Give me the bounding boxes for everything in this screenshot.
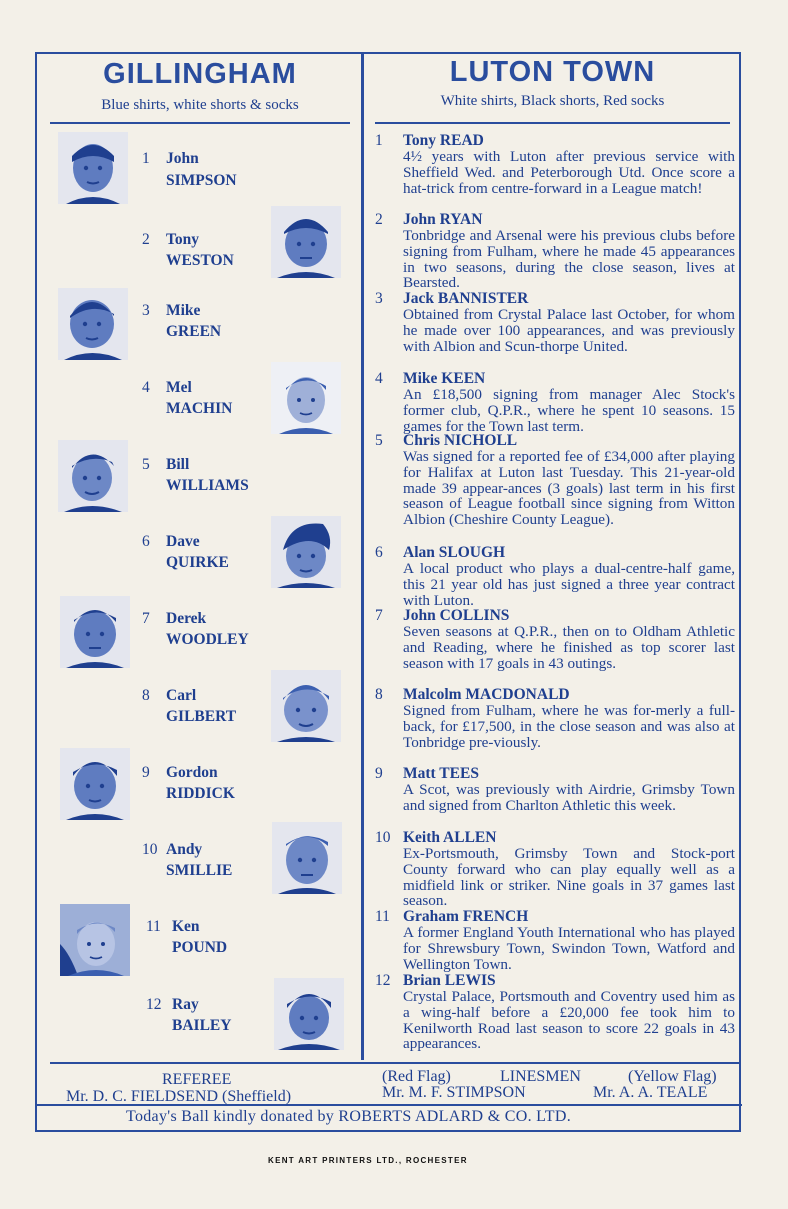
- player-photo: [58, 288, 128, 360]
- player-name: Brian LEWIS: [403, 972, 496, 989]
- player-number: 4: [375, 370, 383, 387]
- player-first-name: Mike: [166, 302, 201, 319]
- player-first-name: Dave: [166, 533, 200, 550]
- referee-label: REFEREE: [162, 1071, 232, 1088]
- player-name: Matt TEES: [403, 765, 479, 782]
- left-team-colours: Blue shirts, white shorts & socks: [101, 97, 299, 113]
- player-number: 2: [142, 231, 150, 248]
- player-first-name: Gordon: [166, 764, 218, 781]
- linesman-1-name: Mr. M. F. STIMPSON: [382, 1084, 526, 1101]
- player-photo: [271, 206, 341, 278]
- player-bio: An £18,500 signing from manager Alec Stock's former club, Q.P.R., where he spent 10 seasons. 15 games for the Town last term.: [403, 386, 735, 435]
- player-last-name: SMILLIE: [166, 862, 233, 879]
- player-name: Tony READ: [403, 132, 484, 149]
- player-number: 7: [375, 607, 383, 624]
- player-photo: [58, 132, 128, 204]
- player-name: Keith ALLEN: [403, 829, 497, 846]
- red-flag-label: (Red Flag): [382, 1068, 451, 1085]
- linesman-2-name: Mr. A. A. TEALE: [593, 1084, 708, 1101]
- player-photo: [272, 822, 342, 894]
- player-number: 3: [375, 290, 383, 307]
- player-number: 9: [142, 764, 150, 781]
- linesmen-label: LINESMEN: [500, 1068, 581, 1085]
- player-name: Malcolm MACDONALD: [403, 686, 570, 703]
- player-photo: [60, 904, 130, 976]
- printer-credit: KENT ART PRINTERS LTD., ROCHESTER: [268, 1156, 468, 1165]
- player-first-name: Mel: [166, 379, 192, 396]
- player-number: 9: [375, 765, 383, 782]
- player-last-name: SIMPSON: [166, 172, 237, 189]
- player-number: 3: [142, 302, 150, 319]
- player-first-name: Derek: [166, 610, 207, 627]
- player-name: John COLLINS: [403, 607, 510, 624]
- player-name: Alan SLOUGH: [403, 544, 506, 561]
- player-last-name: MACHIN: [166, 400, 233, 417]
- player-number: 7: [142, 610, 150, 627]
- player-name: Jack BANNISTER: [403, 290, 529, 307]
- player-photo: [271, 670, 341, 742]
- player-number: 10: [375, 829, 391, 846]
- player-last-name: BAILEY: [172, 1017, 232, 1034]
- player-number: 12: [375, 972, 391, 989]
- player-bio: 4½ years with Luton after previous service with Sheffield Wed. and Peterborough Utd. Once score a hat-trick from centre-forward in a League match!: [403, 148, 735, 197]
- player-bio: A Scot, was previously with Airdrie, Grimsby Town and signed from Charlton Athletic this week.: [403, 781, 735, 814]
- player-number: 6: [375, 544, 383, 561]
- player-number: 2: [375, 211, 383, 228]
- player-last-name: RIDDICK: [166, 785, 235, 802]
- player-first-name: John: [166, 150, 199, 167]
- player-last-name: POUND: [172, 939, 228, 956]
- player-photo: [60, 748, 130, 820]
- player-first-name: Ken: [172, 918, 200, 935]
- player-photo: [58, 440, 128, 512]
- player-number: 5: [142, 456, 150, 473]
- player-first-name: Ray: [172, 996, 199, 1013]
- right-team-colours: White shirts, Black shorts, Red socks: [440, 93, 665, 109]
- player-bio: Seven seasons at Q.P.R., then on to Oldham Athletic and Reading, where he finished as top scorer last season with 17 goals in 43 outings.: [403, 623, 735, 672]
- player-photo: [271, 362, 341, 434]
- player-bio: Was signed for a reported fee of £34,000 after playing for Halifax at Luton last Tuesday. This 21-year-old made 39 appear-ances (3 goals) last term in his first season of League football since signing from Witton Albion (Cheshire County League).: [403, 448, 735, 529]
- player-bio: Obtained from Crystal Palace last October, for whom he made over 100 appearances, and was previously with Albion and Scun-thorpe United.: [403, 306, 735, 355]
- left-team-title: GILLINGHAM: [103, 58, 297, 90]
- player-number: 6: [142, 533, 150, 550]
- player-name: Mike KEEN: [403, 370, 486, 387]
- player-number: 4: [142, 379, 150, 396]
- player-number: 8: [142, 687, 150, 704]
- header-rule-right: [375, 122, 730, 124]
- player-name: Chris NICHOLL: [403, 432, 518, 449]
- yellow-flag-label: (Yellow Flag): [628, 1068, 717, 1085]
- player-last-name: WESTON: [166, 252, 234, 269]
- player-first-name: Carl: [166, 687, 197, 704]
- right-team-title: LUTON TOWN: [449, 56, 656, 88]
- player-name: John RYAN: [403, 211, 483, 228]
- player-last-name: WILLIAMS: [166, 477, 249, 494]
- referee-name: Mr. D. C. FIELDSEND (Sheffield): [66, 1088, 292, 1105]
- player-first-name: Bill: [166, 456, 190, 473]
- player-name: Graham FRENCH: [403, 908, 529, 925]
- ball-donation-note: Today's Ball kindly donated by ROBERTS ADLARD & CO. LTD.: [126, 1108, 572, 1125]
- player-number: 5: [375, 432, 383, 449]
- player-last-name: WOODLEY: [166, 631, 249, 648]
- player-photo: [60, 596, 130, 668]
- player-number: 1: [142, 150, 150, 167]
- player-last-name: GREEN: [166, 323, 222, 340]
- officials-rule: [50, 1062, 740, 1064]
- player-first-name: Tony: [166, 231, 200, 248]
- player-bio: A local product who plays a dual-centre-half game, this 21 year old has just signed a three year contract with Luton.: [403, 560, 735, 609]
- player-number: 1: [375, 132, 383, 149]
- column-divider: [361, 52, 364, 1060]
- player-bio: Crystal Palace, Portsmouth and Coventry used him as a wing-half before a £20,000 fee took him to Kenilworth Road last season to score 22 goals in 43 appearances.: [403, 988, 735, 1053]
- player-bio: Ex-Portsmouth, Grimsby Town and Stock-port County forward who can play equally well as a midfield link or striker. Nine goals in 37 games last season.: [403, 845, 735, 910]
- player-bio: Signed from Fulham, where he was for-merly a full-back, for £17,500, in the close season and was also at Tonbridge pre-viously.: [403, 702, 735, 751]
- player-number: 11: [146, 918, 161, 935]
- player-number: 10: [142, 841, 158, 858]
- player-photo: [271, 516, 341, 588]
- player-bio: Tonbridge and Arsenal were his previous clubs before signing from Fulham, where he made 45 appearances in two seasons, during the close season, lives at Bearsted.: [403, 227, 735, 292]
- player-number: 12: [146, 996, 162, 1013]
- player-first-name: Andy: [166, 841, 203, 858]
- player-number: 11: [375, 908, 390, 925]
- player-photo: [274, 978, 344, 1050]
- player-bio: A former England Youth International who has played for Shrewsbury Town, Swindon Town, Watford and Wellington Town.: [403, 924, 735, 973]
- player-last-name: QUIRKE: [166, 554, 229, 571]
- player-last-name: GILBERT: [166, 708, 237, 725]
- player-number: 8: [375, 686, 383, 703]
- header-rule-left: [50, 122, 350, 124]
